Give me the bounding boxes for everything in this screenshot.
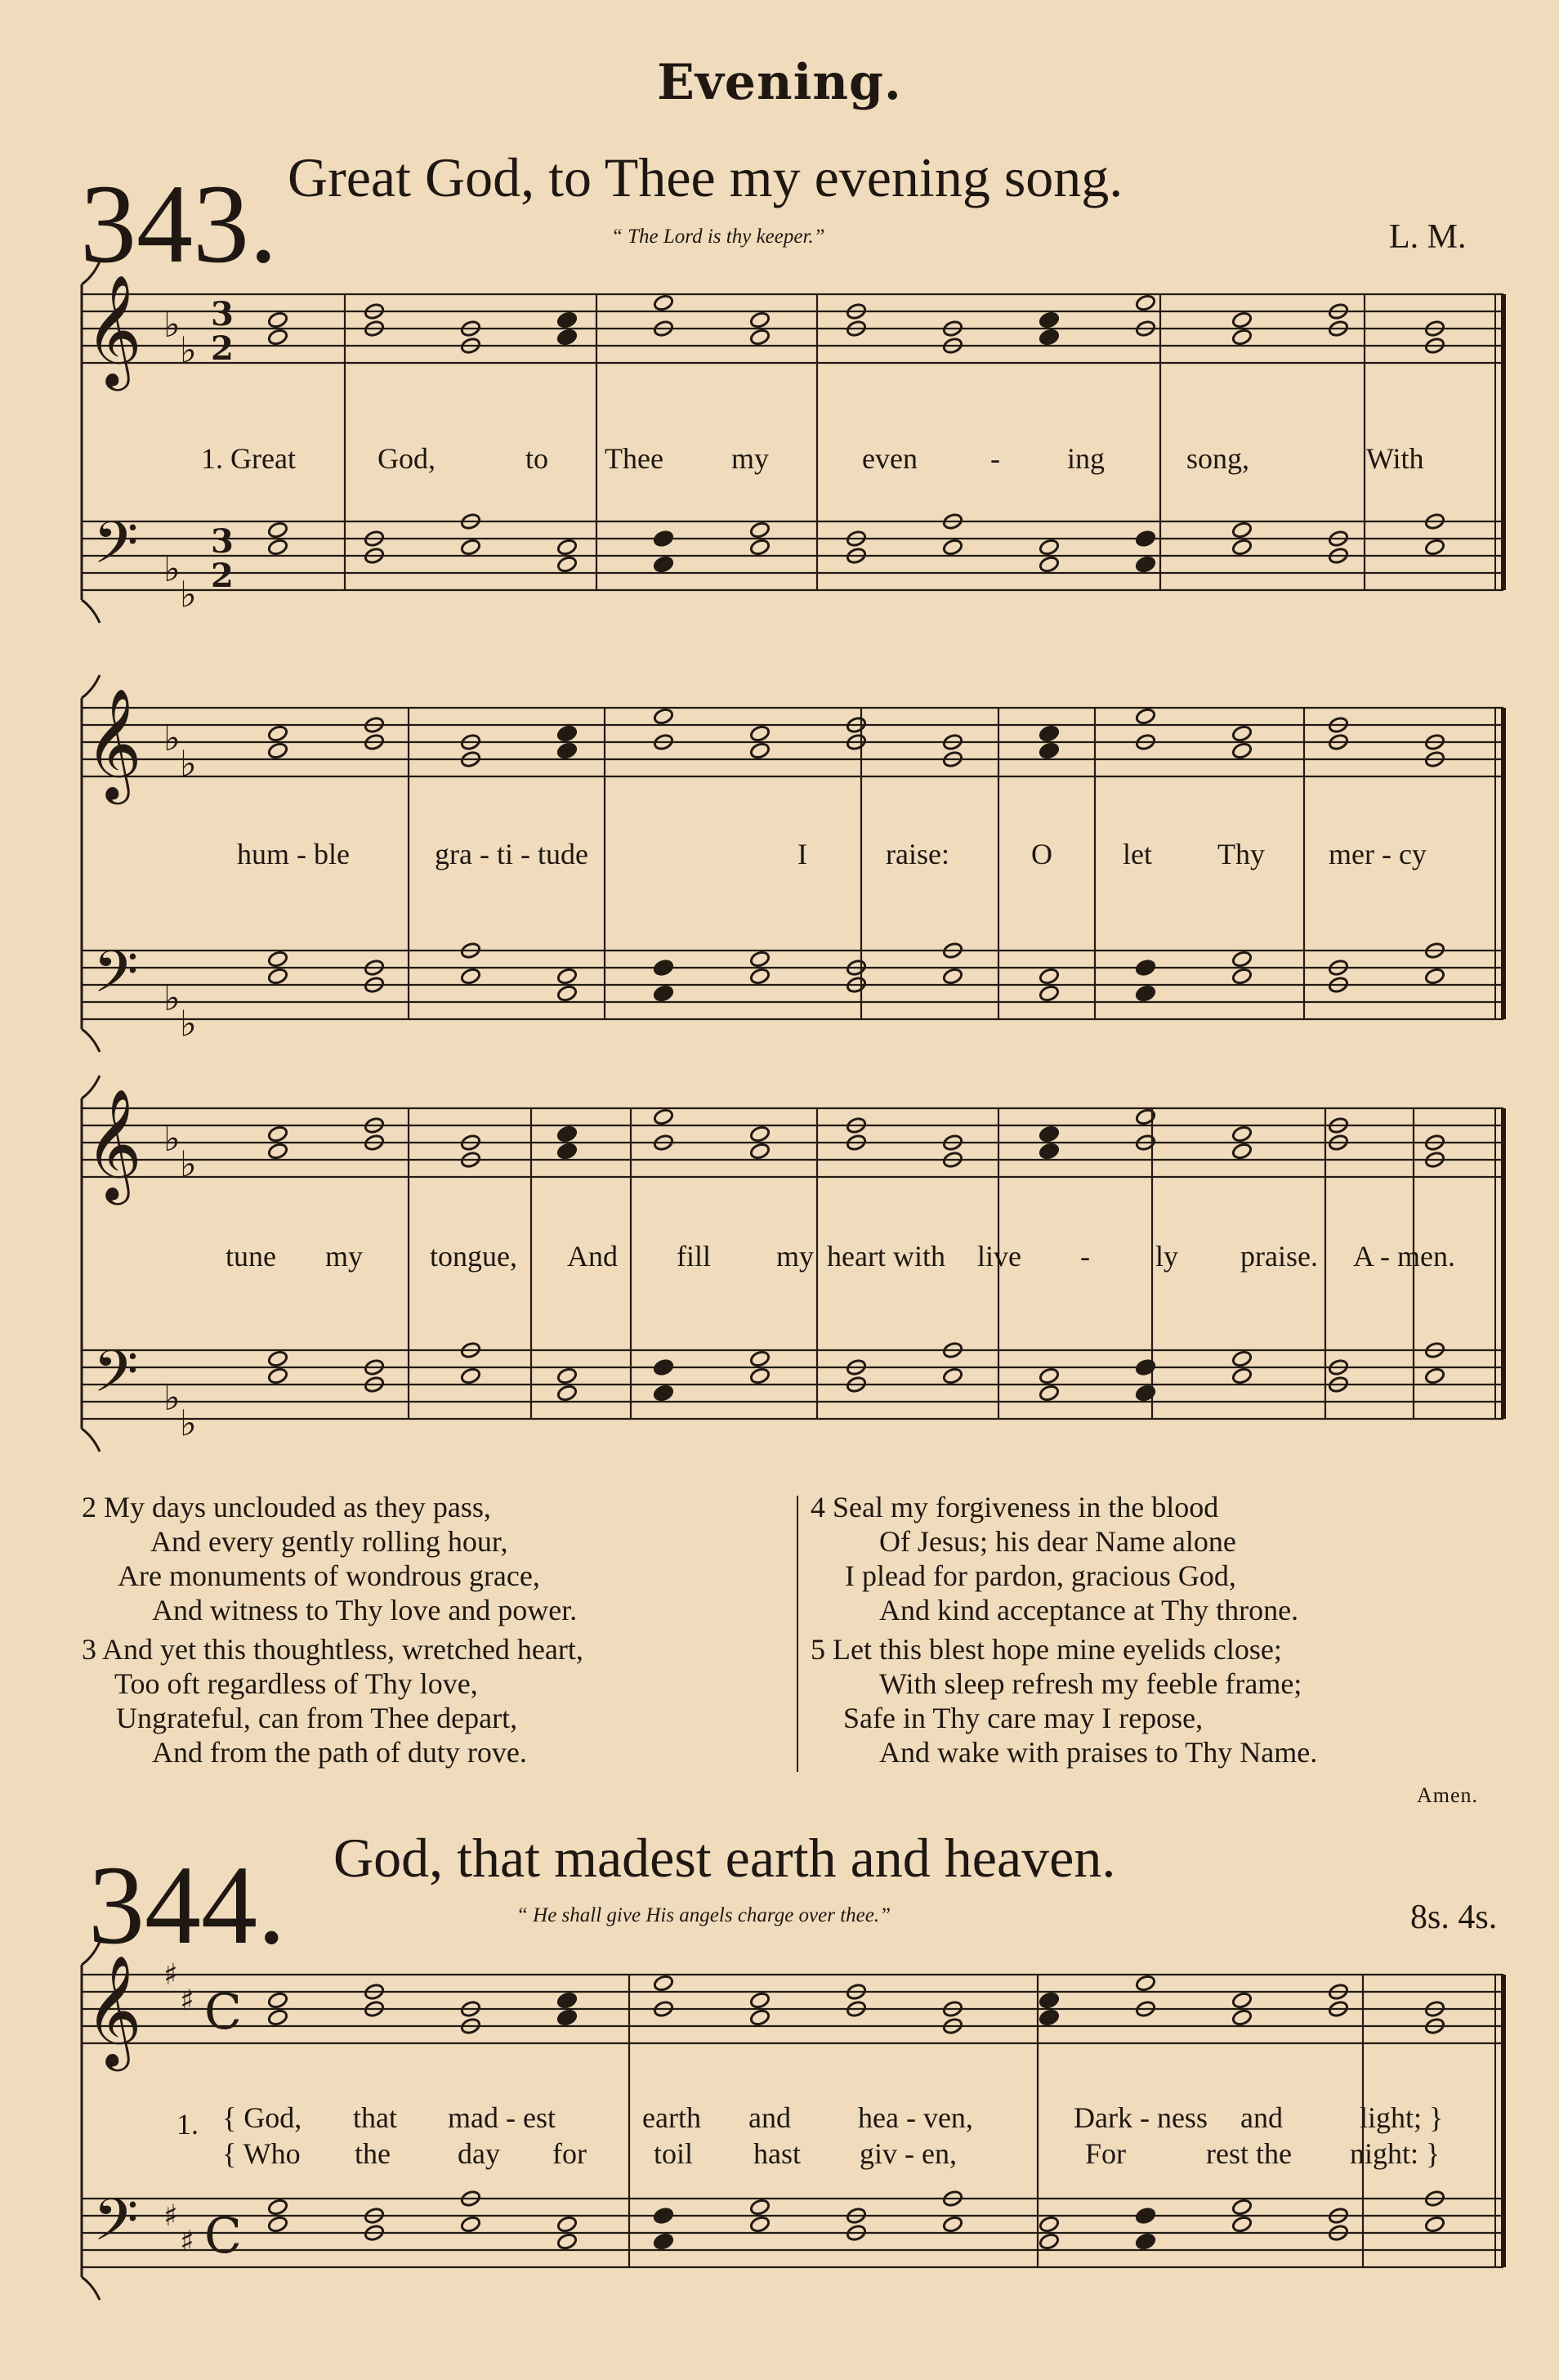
- flat-sign: ♭: [180, 743, 197, 785]
- flat-sign: ♭: [163, 978, 181, 1019]
- time-signature: 2: [211, 557, 234, 595]
- lyric: heart with: [827, 1240, 945, 1273]
- note-head: [1231, 1142, 1253, 1160]
- hymn-number-343: 343.: [80, 161, 278, 286]
- note-head: [1231, 741, 1253, 759]
- lyric: and: [748, 2101, 791, 2134]
- bass-clef: 𝄢: [93, 938, 139, 1020]
- note-head: [1039, 2232, 1060, 2250]
- verse-line: Safe in Thy care may I repose,: [843, 1702, 1204, 1734]
- system1-lyrics: [0, 441, 1559, 482]
- lyric: hast: [753, 2137, 801, 2170]
- note-head: [267, 741, 288, 759]
- note-head: [267, 2008, 288, 2026]
- note-head: [1231, 724, 1253, 742]
- note-head: [749, 1367, 771, 1385]
- note-head: [1039, 2215, 1060, 2233]
- note-head: [1231, 2198, 1253, 2216]
- note-head: [556, 967, 578, 985]
- note-head: [556, 311, 578, 329]
- amen-label: Amen.: [1417, 1783, 1479, 1807]
- verse-line: Ungrateful, can from Thee depart,: [116, 1702, 518, 1734]
- note-head: [556, 741, 578, 759]
- note-head: [749, 521, 771, 539]
- note-head: [1135, 1358, 1156, 1376]
- note-head: [267, 311, 288, 329]
- lyric: { Who: [222, 2137, 301, 2170]
- note-head: [1424, 538, 1445, 556]
- note-head: [1135, 2232, 1156, 2250]
- lyric: tune: [226, 1240, 276, 1273]
- note-head: [1039, 1367, 1060, 1385]
- note-head: [1231, 967, 1253, 985]
- lyric: And: [567, 1240, 618, 1273]
- note-head: [267, 1142, 288, 1160]
- note-head: [556, 1991, 578, 2009]
- note-head: [556, 1384, 578, 1402]
- lyric: hea - ven,: [858, 2101, 973, 2134]
- system-brace: [82, 1429, 100, 1452]
- note-head: [1039, 967, 1060, 985]
- note-head: [1135, 1384, 1156, 1402]
- note-head: [1039, 2008, 1060, 2026]
- lyric: and: [1240, 2101, 1283, 2134]
- note-head: [1231, 1367, 1253, 1385]
- lyric: for: [552, 2137, 587, 2170]
- verse-divider: [797, 1496, 798, 1772]
- note-head: [556, 724, 578, 742]
- note-head: [749, 2198, 771, 2216]
- verse-line: 5 Let this blest hope mine eyelids close;: [811, 1633, 1282, 1666]
- note-head: [653, 959, 674, 977]
- note-head: [1231, 311, 1253, 329]
- note-head: [1039, 724, 1060, 742]
- note-head: [653, 530, 674, 548]
- note-head: [653, 707, 674, 725]
- flat-sign: ♭: [163, 1118, 181, 1160]
- verse-line: 2 My days unclouded as they pass,: [82, 1491, 491, 1523]
- note-head: [267, 328, 288, 346]
- lyric: raise:: [886, 838, 949, 870]
- verse-line: And from the path of duty rove.: [152, 1736, 527, 1769]
- note-head: [1039, 1384, 1060, 1402]
- hymn-number-344: 344.: [88, 1842, 286, 1967]
- note-head: [556, 1125, 578, 1143]
- hymn-title-343: Great God, to Thee my evening song.: [288, 146, 1123, 208]
- flat-sign: ♭: [180, 1402, 197, 1445]
- note-head: [749, 1142, 771, 1160]
- lyric: ing: [1067, 442, 1106, 475]
- lyric: hum - ble: [237, 838, 350, 870]
- lyric: night: }: [1350, 2137, 1441, 2170]
- note-head: [460, 1367, 481, 1385]
- treble-clef: 𝄞: [85, 1087, 142, 1200]
- note-head: [556, 2232, 578, 2250]
- note-head: [749, 328, 771, 346]
- note-head: [1135, 707, 1156, 725]
- note-head: [1231, 328, 1253, 346]
- verse-line: And wake with praises to Thy Name.: [879, 1736, 1318, 1769]
- meter-343: L. M.: [1389, 218, 1467, 256]
- note-head: [653, 1974, 674, 1992]
- note-head: [653, 293, 674, 311]
- scripture-343: “ The Lord is thy keeper.”: [611, 226, 825, 248]
- note-head: [267, 1991, 288, 2009]
- note-head: [1231, 2215, 1253, 2233]
- note-head: [1039, 538, 1060, 556]
- bass-clef: 𝄢: [93, 1338, 139, 1420]
- meter-344: 8s. 4s.: [1410, 1899, 1498, 1936]
- lyric: -: [1080, 1240, 1090, 1273]
- note-head: [556, 555, 578, 573]
- sharp-sign: ♯: [163, 1958, 178, 1992]
- lyric: song,: [1186, 442, 1250, 475]
- note-head: [1039, 1991, 1060, 2009]
- verse-line: 4 Seal my forgiveness in the blood: [811, 1491, 1219, 1523]
- note-head: [1231, 1349, 1253, 1367]
- note-head: [1039, 1142, 1060, 1160]
- verse-line: 3 And yet this thoughtless, wretched heart,: [82, 1633, 583, 1666]
- treble-clef: 𝄞: [85, 1953, 142, 2066]
- bass-clef: 𝄢: [93, 509, 139, 591]
- lyric: even: [862, 442, 918, 475]
- lyric: Dark - ness: [1074, 2101, 1208, 2134]
- note-head: [1424, 2215, 1445, 2233]
- lyric: With: [1366, 442, 1424, 475]
- note-head: [1039, 555, 1060, 573]
- note-head: [1231, 2008, 1253, 2026]
- lyric: I: [797, 838, 807, 870]
- note-head: [1039, 741, 1060, 759]
- lyric: God,: [377, 442, 436, 475]
- note-head: [749, 2215, 771, 2233]
- hymn344-lyrics-line1: [0, 2100, 1559, 2138]
- note-head: [460, 2215, 481, 2233]
- lyric: light; }: [1360, 2101, 1444, 2134]
- lyric: rest the: [1206, 2137, 1292, 2170]
- lyric: O: [1031, 838, 1052, 870]
- note-head: [749, 1991, 771, 2009]
- note-head: [460, 967, 481, 985]
- treble-clef: 𝄞: [85, 687, 142, 799]
- note-head: [653, 1358, 674, 1376]
- verse-line: And kind acceptance at Thy throne.: [879, 1594, 1299, 1626]
- lyric: praise.: [1240, 1240, 1318, 1273]
- lyric: mer - cy: [1329, 838, 1427, 870]
- note-head: [1231, 1991, 1253, 2009]
- note-head: [1135, 555, 1156, 573]
- note-head: [749, 2008, 771, 2026]
- note-head: [267, 950, 288, 968]
- lyric: ly: [1155, 1240, 1179, 1273]
- lyric: my: [731, 442, 770, 475]
- note-head: [1039, 311, 1060, 329]
- note-head: [749, 1125, 771, 1143]
- note-head: [1135, 984, 1156, 1002]
- verse-line: And witness to Thy love and power.: [152, 1594, 578, 1626]
- lyric: my: [325, 1240, 364, 1273]
- verse-line: Of Jesus; his dear Name alone: [879, 1525, 1236, 1558]
- note-head: [1231, 950, 1253, 968]
- note-head: [749, 311, 771, 329]
- section-title: Evening.: [657, 54, 902, 111]
- lyric: the: [355, 2137, 391, 2170]
- sharp-sign: ♯: [180, 2225, 194, 2259]
- note-head: [1135, 1107, 1156, 1125]
- note-head: [267, 1125, 288, 1143]
- verse-line: Too oft regardless of Thy love,: [114, 1667, 478, 1700]
- lyric: tongue,: [430, 1240, 517, 1273]
- note-head: [267, 521, 288, 539]
- note-head: [1231, 1125, 1253, 1143]
- flat-sign: ♭: [163, 304, 181, 346]
- verse-line: And every gently rolling hour,: [150, 1525, 508, 1558]
- note-head: [1231, 538, 1253, 556]
- treble-clef: 𝄞: [85, 273, 142, 386]
- verse-line: Are monuments of wondrous grace,: [118, 1559, 540, 1592]
- note-head: [942, 967, 963, 985]
- lyric: that: [353, 2101, 397, 2134]
- note-head: [556, 1367, 578, 1385]
- lyric: to: [525, 442, 549, 475]
- lyric: giv - en,: [860, 2137, 957, 2170]
- system-brace: [82, 2277, 100, 2300]
- flat-sign: ♭: [163, 548, 181, 590]
- note-head: [749, 950, 771, 968]
- lyric: let: [1123, 838, 1152, 870]
- note-head: [267, 2198, 288, 2216]
- note-head: [749, 724, 771, 742]
- lyric: gra - ti - tude: [435, 838, 588, 870]
- bass-clef: 𝄢: [93, 2186, 139, 2268]
- lyric: -: [990, 442, 1000, 475]
- flat-sign: ♭: [180, 1003, 197, 1045]
- lyric: earth: [642, 2101, 701, 2134]
- lyric: 1. Great: [201, 442, 296, 475]
- note-head: [749, 967, 771, 985]
- system-brace: [82, 1029, 100, 1052]
- system2-lyrics: [0, 837, 1559, 878]
- note-head: [556, 2008, 578, 2026]
- verse-number: 1.: [176, 2108, 199, 2141]
- note-head: [460, 538, 481, 556]
- note-head: [942, 1367, 963, 1385]
- note-head: [653, 984, 674, 1002]
- note-head: [653, 2232, 674, 2250]
- sharp-sign: ♯: [180, 1984, 194, 2018]
- note-head: [1135, 959, 1156, 977]
- lyric: my: [776, 1240, 815, 1273]
- time-signature: 2: [211, 329, 234, 368]
- lyric: live: [977, 1240, 1021, 1273]
- note-head: [556, 538, 578, 556]
- system-brace: [82, 600, 100, 623]
- note-head: [653, 1384, 674, 1402]
- note-head: [749, 741, 771, 759]
- note-head: [1231, 521, 1253, 539]
- note-head: [556, 984, 578, 1002]
- note-head: [556, 328, 578, 346]
- flat-sign: ♭: [163, 718, 181, 759]
- note-head: [653, 555, 674, 573]
- system3-lyrics: [0, 1239, 1559, 1280]
- note-head: [1424, 967, 1445, 985]
- note-head: [749, 538, 771, 556]
- note-head: [267, 1367, 288, 1385]
- flat-sign: ♭: [180, 1143, 197, 1186]
- note-head: [267, 967, 288, 985]
- note-head: [1135, 530, 1156, 548]
- note-head: [1039, 984, 1060, 1002]
- time-signature: 3: [211, 295, 234, 333]
- lyric: fill: [677, 1240, 711, 1273]
- note-head: [1039, 328, 1060, 346]
- flat-sign: ♭: [180, 329, 197, 372]
- lyric: A - men.: [1353, 1240, 1455, 1273]
- note-head: [1135, 293, 1156, 311]
- note-head: [267, 2215, 288, 2233]
- lyric: { God,: [222, 2101, 302, 2134]
- verse-line: I plead for pardon, gracious God,: [845, 1559, 1236, 1592]
- note-head: [1135, 1974, 1156, 1992]
- flat-sign: ♭: [180, 574, 197, 616]
- note-head: [267, 538, 288, 556]
- scripture-344: “ He shall give His angels charge over thee.”: [516, 1904, 891, 1926]
- note-head: [267, 1349, 288, 1367]
- sharp-sign: ♯: [163, 2199, 178, 2233]
- note-head: [556, 2215, 578, 2233]
- note-head: [267, 724, 288, 742]
- lyric: Thy: [1217, 838, 1265, 870]
- lyric: toil: [654, 2137, 694, 2170]
- lyric: For: [1085, 2137, 1127, 2170]
- verse-line: With sleep refresh my feeble frame;: [879, 1667, 1302, 1700]
- note-head: [1135, 2207, 1156, 2225]
- common-time: C: [204, 2208, 242, 2265]
- note-head: [556, 1142, 578, 1160]
- note-head: [1424, 1367, 1445, 1385]
- hymn-title-344: God, that madest earth and heaven.: [333, 1827, 1116, 1889]
- note-head: [749, 1349, 771, 1367]
- time-signature: 3: [211, 522, 234, 561]
- lyric: Thee: [605, 442, 663, 475]
- note-head: [942, 2215, 963, 2233]
- lyric: mad - est: [448, 2101, 556, 2134]
- note-head: [1039, 1125, 1060, 1143]
- note-head: [942, 538, 963, 556]
- note-head: [653, 2207, 674, 2225]
- note-head: [653, 1107, 674, 1125]
- hymn344-lyrics-line2: [0, 2136, 1559, 2174]
- flat-sign: ♭: [163, 1377, 181, 1419]
- lyric: day: [458, 2137, 500, 2170]
- common-time: C: [204, 1984, 242, 2041]
